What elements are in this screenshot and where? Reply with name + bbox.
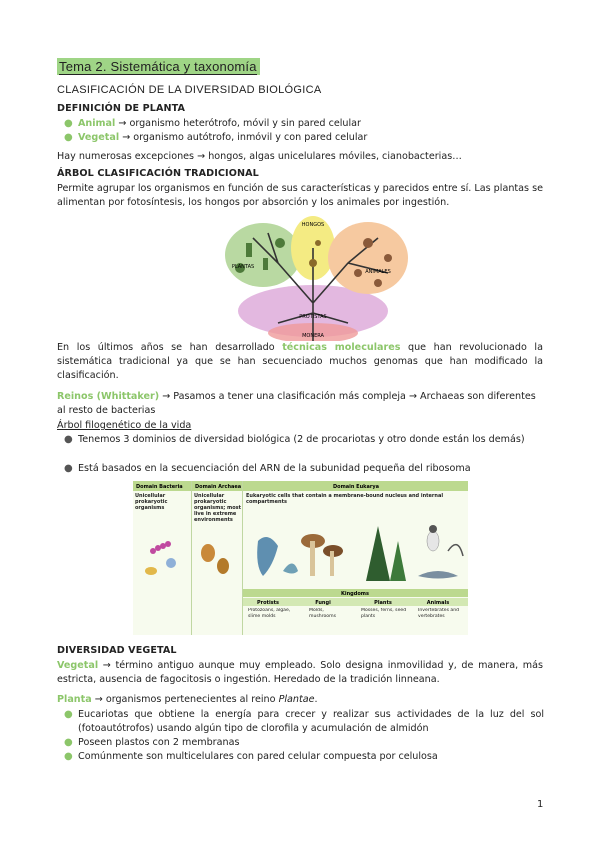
bullet-3-domains: ● Tenemos 3 dominios de diversidad biológica (2 de procariotas y otro donde están los demás) (64, 434, 525, 445)
bullet-dot-icon: ● (64, 709, 73, 720)
kingdom-animals: Animals (426, 600, 450, 606)
page-title: Tema 2. Sistemática y taxonomía (57, 58, 260, 75)
heading-definicion-planta: DEFINICIÓN DE PLANTA (57, 103, 186, 114)
exceptions-note: Hay numerosas excepciones → hongos, algas unicelulares móviles, cianobacterias… (57, 151, 462, 162)
label-hongos: HONGOS (301, 222, 325, 228)
fungus-icon (315, 240, 321, 246)
kingdom-desc-animals: Invertebrates and vertebrates (418, 608, 460, 619)
bullet-plastos: ● Poseen plastos con 2 membranas (64, 737, 240, 748)
heading-arbol-clasificacion: ÁRBOL CLASIFICACIÓN TRADICIONAL (57, 168, 259, 179)
kingdom-fungi: Fungi (315, 600, 331, 606)
bullet-multicelulares: ● Comúnmente son multicelulares con pared celular compuesta por celulosa (64, 751, 438, 762)
animal-icon (354, 269, 362, 277)
bullet-rna-sequencing: ● Está basados en la secuenciación del ARN de la subunidad pequeña del ribosoma (64, 463, 471, 474)
phylogenetic-tree-subheading: Árbol filogenético de la vida (57, 420, 192, 431)
domain-eukarya-label: Domain Eukarya (333, 484, 379, 490)
plant-icon (275, 238, 285, 248)
domain-archaea-label: Domain Archaea (195, 484, 242, 490)
bullet-dot-icon: ● (64, 434, 73, 445)
animal-icon (384, 254, 392, 262)
desc-eukarya: Eukaryotic cells that contain a membrane-bound nucleus and internal compartments (246, 493, 444, 505)
fungus-icon (309, 259, 317, 267)
label-plantas: PLANTAS (231, 264, 255, 270)
traditional-tree-figure (218, 213, 408, 341)
desc-archaea: Unicellular prokaryotic organisms; most live in extreme environments (194, 493, 242, 523)
animal-icon (374, 279, 382, 287)
animales-region (328, 222, 408, 294)
bullet-dot-icon: ● (64, 737, 73, 748)
heading-diversidad-vegetal: DIVERSIDAD VEGETAL (57, 645, 177, 656)
planta-definition: Planta → organismos pertenecientes al reino Plantae. (57, 694, 318, 705)
desc-bacteria: Unicellular prokaryotic organisms (135, 493, 168, 511)
kingdom-plants: Plants (374, 600, 392, 606)
kingdom-desc-fungi: Molds, mushrooms (309, 608, 336, 619)
section-subtitle: CLASIFICACIÓN DE LA DIVERSIDAD BIOLÓGICA (57, 84, 322, 96)
page-number: 1 (537, 799, 544, 810)
kingdom-desc-protists: Protozoans, algae, slime molds (248, 608, 291, 619)
kingdom-protists: Protists (256, 600, 280, 606)
bullet-dot-icon: ● (64, 463, 73, 474)
label-animales: ANIMALES (365, 269, 391, 275)
reinos-whittaker-paragraph: Reinos (Whittaker) → Pasamos a tener una clasificación más compleja → Archaeas son diferentes al resto de bacterias (57, 391, 536, 416)
label-monera: MONERA (302, 333, 324, 339)
kingdoms-label: Kingdoms (341, 591, 369, 597)
plant-icon (263, 258, 268, 270)
bullet-vegetal: ● Vegetal → organismo autótrofo, inmóvil y con pared celular (64, 132, 368, 143)
bullet-eucariotas: ● Eucariotas que obtiene la energía para crecer y realizar sus actividades de la luz del sol (fotoautótrofos) usando algún tipo de clorofila y acumulación de almidón (64, 709, 544, 734)
three-domains-figure (133, 481, 468, 635)
kingdom-desc-plants: Mosses, ferns, seed plants (361, 608, 407, 619)
animal-icon (363, 238, 373, 248)
plant-icon (246, 243, 252, 257)
bullet-dot-icon: ● (64, 132, 73, 143)
bullet-animal: ● Animal → organismo heterótrofo, móvil y sin pared celular (64, 118, 361, 129)
label-protistas: PROTISTAS (299, 314, 327, 320)
bullet-dot-icon: ● (64, 751, 73, 762)
vegetal-definition: Vegetal → término antiguo aunque muy empleado. Solo designa inmovilidad y, de manera, más estricta, ausencia de fagocitosis o ingestión. Heredado de la tradición linneana. (57, 660, 543, 685)
tree-description: Permite agrupar los organismos en función de sus características y parecidos entre sí. Las plantas se alimentan por fotosíntesis, los hongos por absorción y los animales por ingestión. (57, 183, 543, 208)
molecular-techniques-paragraph: En los últimos años se han desarrollado técnicas moleculares que han revolucionado la sistemática tradicional ya que se han secuenciado muchos genomas que han modificado la clasificación. (57, 342, 543, 381)
domain-bacteria-label: Domain Bacteria (136, 484, 183, 490)
bullet-dot-icon: ● (64, 118, 73, 129)
